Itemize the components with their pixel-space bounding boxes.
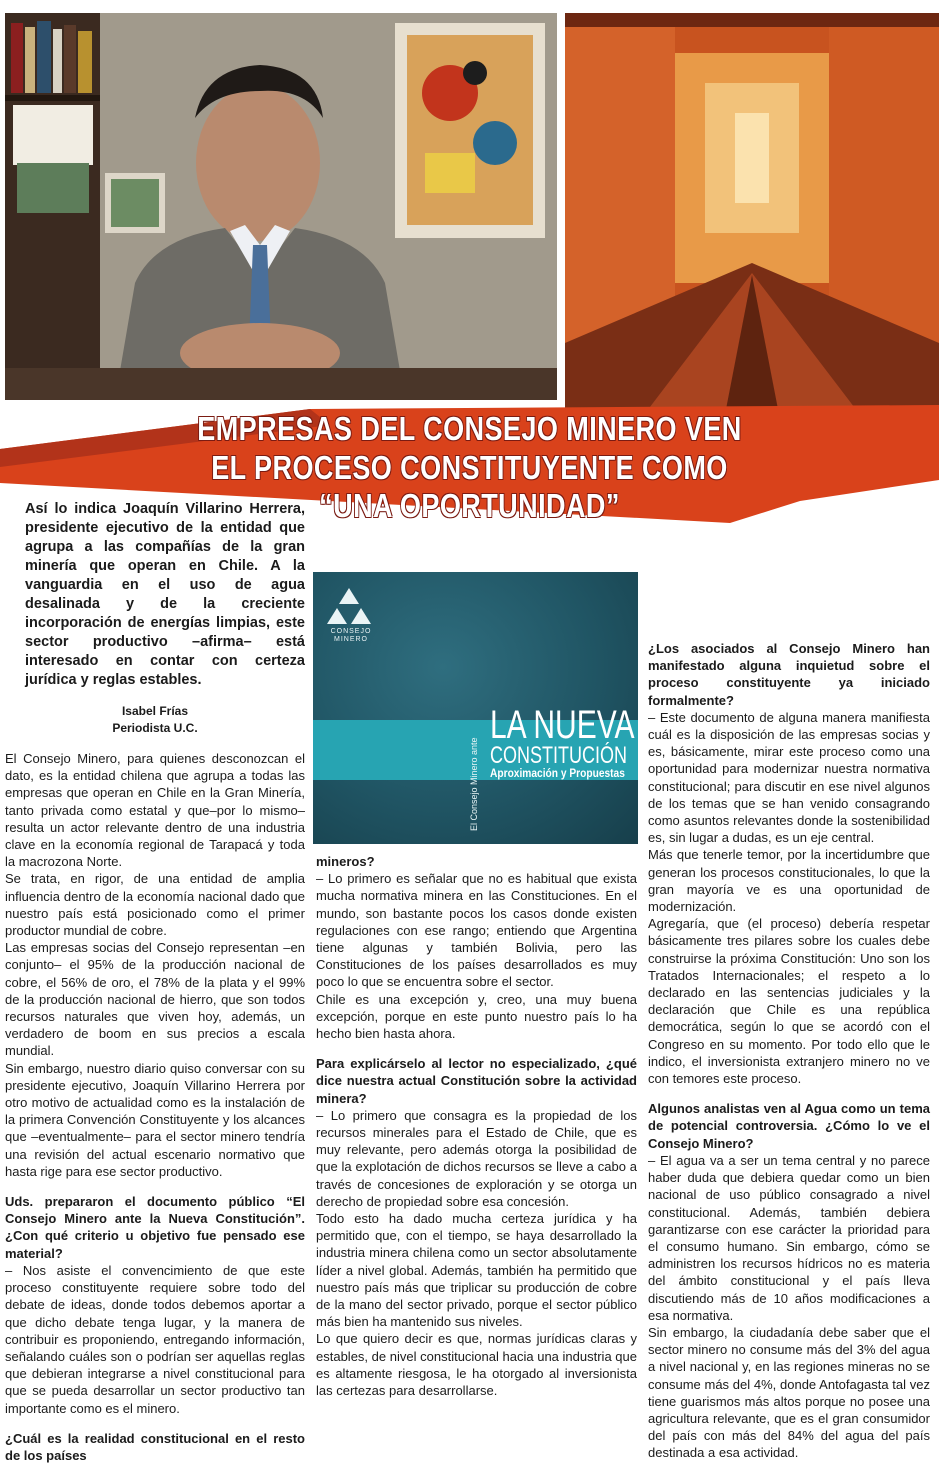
book-title-2: CONSTITUCIÓN [490, 742, 628, 769]
interview-question: ¿Cuál es la realidad constitucional en el resto de los países [5, 1430, 305, 1463]
byline-role: Periodista U.C. [112, 721, 198, 735]
book-subtitle: Aproximación y Propuestas [490, 766, 625, 780]
executive-portrait-photo [5, 13, 557, 400]
interview-answer: – Lo primero es señalar que no es habitual que exista mucha normativa minera en las Constituciones. En el mundo, son bastante pocos los casos donde existen regulaciones con ese rango; entiendo que Argentina tiene algunas y también Bolivia, pero las Constituciones de los países desarrollados es muy poco lo que se encuentra sobre el sector. [316, 871, 637, 990]
interview-question-end: mineros? [316, 854, 375, 869]
interview-question: Uds. prepararon el documento público “El Consejo Minero ante la Nueva Constitución”. ¿Con qué criterio u objetivo fue pensado ese material? [5, 1194, 305, 1261]
body-paragraph: Las empresas socias del Consejo representan –en conjunto– el 95% de la producción nacional de cobre, el 56% de oro, el 78% de la plata y el 99% de la producción nacional de hierro, que son todos recursos naturales que viven hoy, además, un verdadero de boom en sus precios a escala mundial. [5, 940, 305, 1059]
book-brand: CONSEJO MINERO [330, 628, 372, 643]
interview-answer: – Lo primero que consagra es la propiedad de los recursos minerales para el Estado de Chile, que es muy relevante, pero además otorga la posibilidad de que la explotación de dichos recursos se lleve a cabo a través de concesiones de exploración y se otorga un derecho de propiedad sobre esa concesión. [316, 1107, 637, 1209]
copper-cathodes-illustration [565, 13, 939, 466]
interview-answer: Chile es una excepción y, creo, una muy buena excepción, porque en este punto nuestro país lo ha hecho bien hasta ahora. [316, 991, 637, 1042]
book-cover-image [313, 572, 638, 844]
consejo-minero-logo-icon [327, 586, 371, 626]
interview-question: ¿Los asociados al Consejo Minero han manifestado alguna inquietud sobre el proceso constituyente ya iniciado formalmente? [648, 641, 930, 708]
interview-question: Algunos analistas ven al Agua como un tema de potencial controversia. ¿Cómo lo ve el Consejo Minero? [648, 1101, 930, 1151]
headline-line-3: “UNA OPORTUNIDAD” [319, 487, 620, 524]
book-side-label: El Consejo Minero ante [469, 737, 479, 831]
interview-answer: Agregaría, que (el proceso) debería respetar básicamente tres pilares sobre los cuales debe construirse la próxima Constitución: Uno son los Tratados Internacionales; el respeto a lo declarado en las sentencias judiciales y la declaración que Chile es una república democrática, según lo que se acordó con el Congreso en su momento. Por todo ello que le indico, el inversionista extranjero minero no ve con temores este proceso. [648, 916, 930, 1087]
interview-question: Para explicárselo al lector no especializado, ¿qué dice nuestra actual Constitución sobre la actividad minera? [316, 1056, 637, 1106]
portrait-illustration [5, 13, 557, 400]
interview-answer: – Nos asiste el convencimiento de que este proceso constituyente requiere sobre todo del debate de ideas, donde todos debemos aportar a que dicho debate tenga lugar, y la manera de contribuir es proponiendo, entregando información, señalando cuáles son o podrían ser aquellas reglas que debieran integrarse a nivel constitucional para que se pueda desarrollar un sector productivo tan importante como es el minero. [5, 1262, 305, 1416]
body-paragraph: El Consejo Minero, para quienes desconozcan el dato, es la entidad chilena que agrupa a todas las empresas que operan en Chile en la Gran Minería, tanto privada como estatal y que–por lo mismo– resulta un actor relevante dentro de una industria clave en la economía regional de Tarapacá y toda la macrozona Norte. [5, 751, 305, 870]
lead-paragraph: Así lo indica Joaquín Villarino Herrera, presidente ejecutivo de la entidad que agrupa a las compañías de la gran minería que operan en Chile. A la vanguardia en el uso de agua desalinada y de la creciente incorporación de energías limpias, este sector productivo –afirma– está interesado en contar con certeza jurídica y reglas estables. [25, 501, 305, 688]
headline-line-2: EL PROCESO CONSTITUYENTE COMO [211, 449, 728, 486]
interview-answer: Más que tenerle temor, por la incertidumbre que generan los procesos constitucionales, lo que la gran mayoría ve es una oportunidad de modernización. [648, 847, 930, 915]
interview-answer: – El agua va a ser un tema central y no parece haber duda que debiera quedar como un bien nacional de uso público consagrado a nivel constitucional. Además, también debiera garantizarse con ese carácter la prioridad para el consumo humano. Sin embargo, cómo se administren los recursos hídricos no es materia del ámbito constitucional y el país lleva discutiendo más de 10 años modificaciones a esa normativa. [648, 1152, 930, 1323]
column-1 [5, 500, 305, 1464]
body-paragraph: Sin embargo, nuestro diario quiso conversar con su presidente ejecutivo, Joaquín Villarino Herrera por otro motivo de actualidad como es la instalación de la primera Convención Constituyente y los alcances que –eventualmente– para el sector minero tendría una revisión del actual escenario normativo que hasta rige para ese sector productivo. [5, 1060, 305, 1179]
column-2 [316, 853, 637, 1399]
book-title: LA NUEVA [490, 703, 635, 747]
body-paragraph: Se trata, en rigor, de una entidad de amplia influencia dentro de la economía nacional dado que nuestro país está posicionado como el primer productor mundial de cobre. [5, 871, 305, 939]
interview-answer: Lo que quiero decir es que, normas jurídicas claras y estables, de nivel constitucional hacia una industria que es altamente riesgosa, le ha otorgado al inversionista las certezas para desarrollarse. [316, 1331, 637, 1399]
interview-answer: – Este documento de alguna manera manifiesta cuál es la disposición de las empresas socias y es, básicamente, mirar este proceso como una oportunidad para modernizar nuestra normativa constitucional; para discutir en ese nivel algunos de los temas que se han venido consagrando como asuntos relevantes donde la sostenibilidad es, sin lugar a dudas, es un eje central. [648, 709, 930, 846]
headline-line-1: EMPRESAS DEL CONSEJO MINERO VEN [197, 410, 742, 447]
book-side-text [469, 713, 483, 833]
interview-answer: Todo esto ha dado mucha certeza jurídica y ha permitido que, con el tiempo, se haya desarrollado la industria minera chilena como un sector absolutamente líder a nivel global. Además, también ha permitido que nuestro país más que triplicar su producción de cobre de la mano del sector privado, porque el sector público más bien ha mantenido sus niveles. [316, 1211, 637, 1330]
copper-plant-photo [565, 13, 939, 466]
column-3 [648, 640, 930, 1462]
interview-answer: Sin embargo, la ciudadanía debe saber que el sector minero no consume más del 3% del agua a nivel nacional y, en las regiones mineras no se consume más del 4%, donde Antofagasta tal vez tiene guarismos más altos porque no posee una agricultura relevante, que es el gran consumidor del país con más del 84% del agua del país destinada a esa actividad. [648, 1324, 930, 1461]
byline-author: Isabel Frías [121, 704, 189, 718]
